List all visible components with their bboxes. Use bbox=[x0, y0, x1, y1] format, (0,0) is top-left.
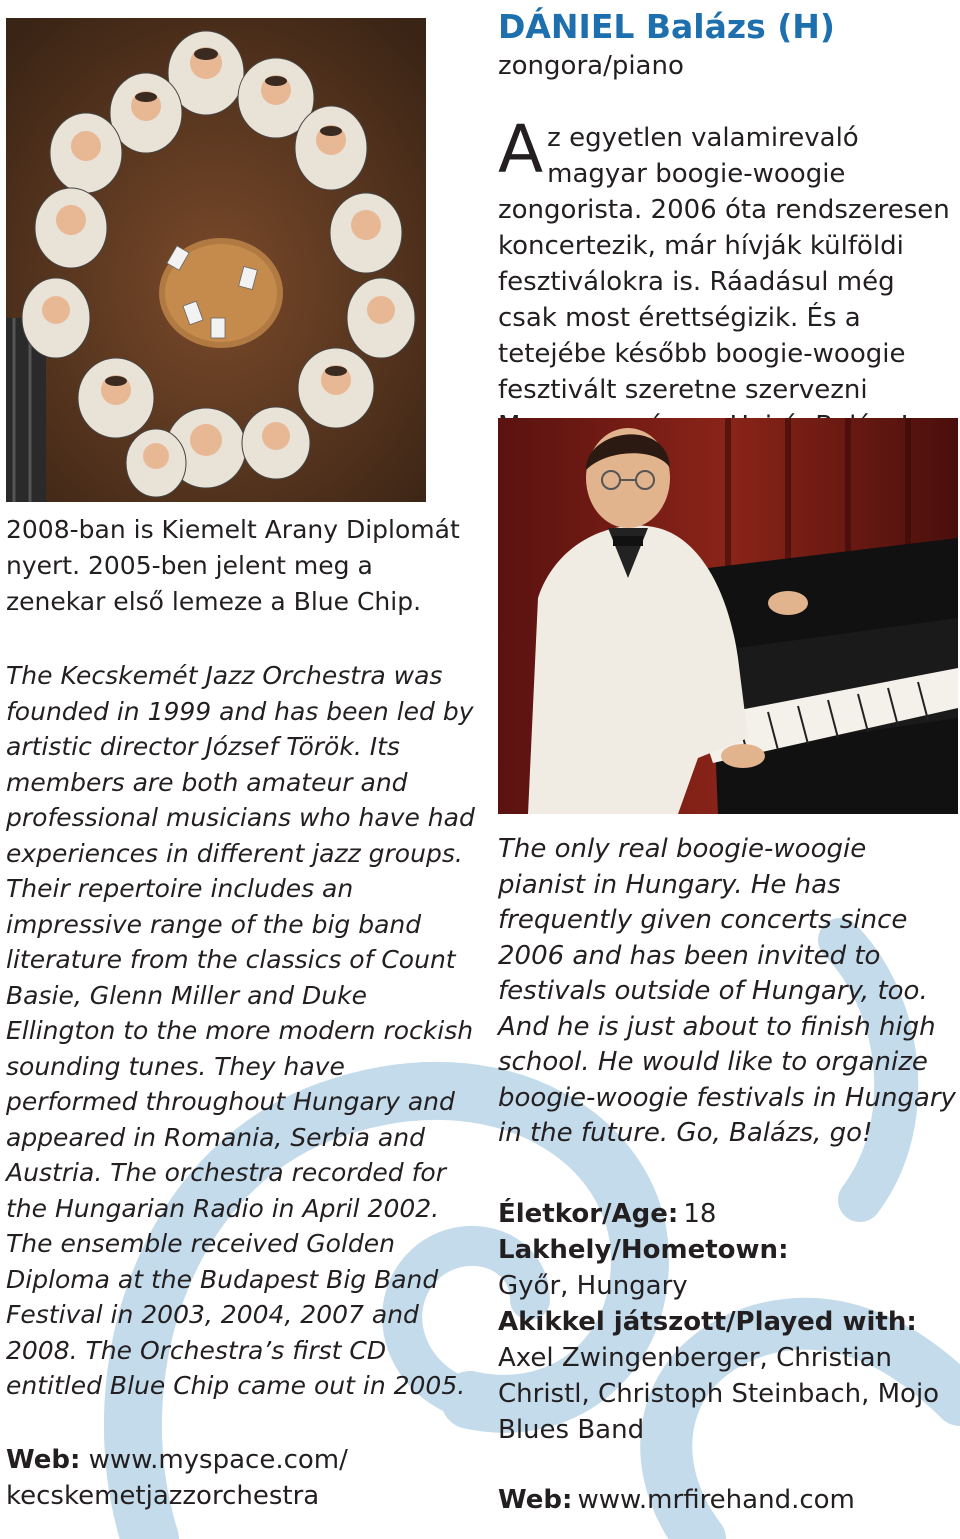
played-with-value: Axel Zwingenberger, Christian Christl, Christoph Steinbach, Mojo Blues Band bbox=[498, 1342, 940, 1445]
pianist-photo bbox=[498, 418, 958, 814]
orchestra-en-text: The Kecskemét Jazz Orchestra was founded in 1999 and has been led by artistic director József Török. Its members are both amateur and professional musicians who have had experiences in different jazz groups. Their repertoire includes an impressive range of the big band literature from the classics of Count Basie, Glenn Miller and Duke Ellington to the more modern rockish sounding tunes. They have performed throughout Hungary and appeared in Romania, Serbia and Austria. The orchestra recorded for the Hungarian Radio in April 2002. The ensemble received Golden Diploma at the Budapest Big Band Festival in 2003, 2004, 2007 and 2008. The Orchestra’s first CD entitled Blue Chip came out in 2005. bbox=[6, 661, 475, 1400]
artist-info bbox=[498, 1196, 956, 1518]
hometown-value: Győr, Hungary bbox=[498, 1270, 688, 1301]
played-with-label: Akikkel játszott/Played with: bbox=[498, 1306, 917, 1337]
age-value: 18 bbox=[683, 1198, 717, 1229]
artist-web-link[interactable]: www.mrfirehand.com bbox=[577, 1484, 855, 1515]
orchestra-web-link[interactable]: www.myspace.com/ kecskemetjazzorchestra bbox=[6, 1444, 348, 1511]
right-column-intro bbox=[498, 111, 956, 444]
orchestra-hu-text: 2008-ban is Kiemelt Arany Diplomát nyert. 2005-ben jelent meg a zenekar első lemeze a Blue Chip. bbox=[6, 515, 460, 616]
hometown-label: Lakhely/Hometown: bbox=[498, 1234, 789, 1265]
artist-en-text: The only real boogie-woogie pianist in Hungary. He has frequently given concerts since 2006 and has been invited to festivals outside of Hungary, too. And he is just about to finish high school. He would like to organize boogie-woogie festivals in Hungary in the future. Go, Balázs, go! bbox=[498, 834, 956, 1148]
artist-hu-text bbox=[498, 111, 956, 444]
artist-web-label: Web: bbox=[498, 1484, 573, 1515]
orchestra-photo bbox=[6, 18, 426, 502]
orchestra-web-label: Web: bbox=[6, 1444, 81, 1475]
artist-hu-body: z egyetlen valamirevaló magyar boogie-woogie zongorista. 2006 óta rendszeresen koncertezik, már hívják külföldi fesztiválokra is. Ráadásul még csak most érettségizik. És a tetejébe később boogie-woogie fesztivált szeretne szervezni bbox=[498, 123, 950, 405]
artist-title: DÁNIEL Balázs (H) bbox=[498, 7, 836, 46]
right-column-body bbox=[498, 832, 956, 1518]
artist-web bbox=[498, 1482, 956, 1518]
drop-cap: A bbox=[498, 111, 544, 188]
left-column bbox=[6, 512, 476, 1514]
orchestra-web bbox=[6, 1442, 476, 1514]
artist-subtitle: zongora/piano bbox=[498, 51, 684, 81]
age-label: Életkor/Age: bbox=[498, 1198, 679, 1229]
